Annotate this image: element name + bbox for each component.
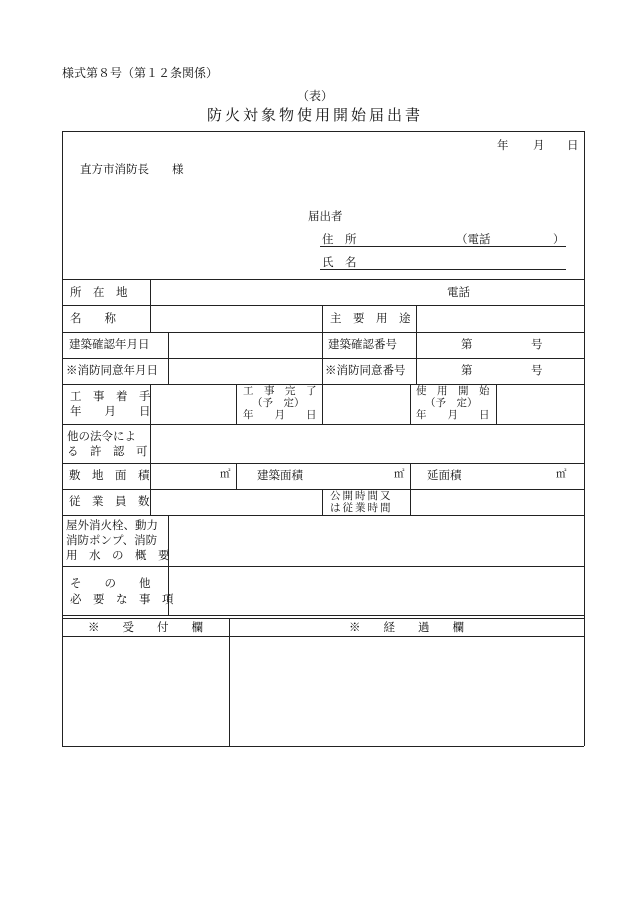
completion-label-2: （予 定）	[252, 397, 305, 409]
date-month: 月	[533, 138, 545, 152]
main-use-label: 主 要 用 途	[330, 311, 411, 325]
address-label: 住 所	[322, 232, 357, 246]
public-hours-label-2: は従業時間	[330, 502, 393, 514]
fire-consent-no-label: ※消防同意番号	[325, 363, 406, 377]
facility-name-label: 名 称	[70, 311, 116, 325]
floor-area-label: 延面積	[427, 468, 462, 482]
address-underline	[320, 246, 566, 247]
floor-area-unit: ㎡	[556, 468, 567, 480]
build-confirm-go: 号	[531, 337, 543, 351]
build-confirm-no-label: 建築確認番号	[328, 337, 397, 351]
phone-close: ）	[553, 232, 565, 246]
building-area-label: 建築面積	[257, 468, 303, 482]
public-hours-label-1: 公開時間又	[330, 490, 393, 502]
hydrant-label-1: 屋外消火栓、動力	[66, 518, 158, 532]
name-underline	[320, 269, 566, 270]
progress-column-label: ※ 経 過 欄	[349, 620, 464, 634]
reception-column-label: ※ 受 付 欄	[88, 620, 203, 634]
name-label: 氏 名	[322, 255, 357, 269]
location-phone-label: 電話	[447, 285, 470, 299]
other-law-label-1: 他の法令によ	[67, 429, 136, 443]
honorific: 様	[172, 162, 184, 176]
use-start-label-3: 年 月 日	[416, 409, 490, 421]
site-area-unit: ㎡	[220, 468, 231, 480]
building-area-unit: ㎡	[394, 468, 405, 480]
completion-label-1: 工 事 完 了	[243, 385, 317, 397]
date-year: 年	[497, 138, 509, 152]
build-confirm-date-label: 建築確認年月日	[69, 337, 150, 351]
date-day: 日	[567, 138, 579, 152]
phone-label: （電話	[456, 232, 491, 246]
submitter-label: 届出者	[308, 209, 343, 223]
location-label: 所 在 地	[70, 285, 128, 299]
employees-label: 従 業 員 数	[69, 494, 150, 508]
construction-start-label-1: 工 事 着 手	[70, 389, 151, 403]
other-law-label-2: る 許 認 可	[67, 444, 148, 458]
construction-start-label-2: 年 月 日	[70, 404, 151, 418]
side-label: （表）	[296, 89, 333, 103]
fire-consent-date-label: ※消防同意年月日	[66, 363, 158, 377]
page-title: 防火対象物使用開始届出書	[206, 106, 423, 124]
site-area-label: 敷 地 面 積	[69, 468, 150, 482]
build-confirm-dai: 第	[461, 337, 473, 351]
hydrant-label-2: 消防ポンプ、消防	[66, 533, 158, 547]
fire-consent-go: 号	[531, 363, 543, 377]
hydrant-label-3: 用 水 の 概 要	[66, 548, 170, 562]
use-start-label-1: 使 用 開 始	[416, 385, 490, 397]
other-label-2: 必 要 な 事 項	[70, 592, 174, 606]
use-start-label-2: （予 定）	[425, 397, 478, 409]
form-number: 様式第８号（第１２条関係）	[62, 66, 219, 80]
addressee: 直方市消防長	[80, 162, 149, 176]
other-label-1: そ の 他	[70, 576, 151, 590]
fire-consent-dai: 第	[461, 363, 473, 377]
completion-label-3: 年 月 日	[243, 409, 317, 421]
